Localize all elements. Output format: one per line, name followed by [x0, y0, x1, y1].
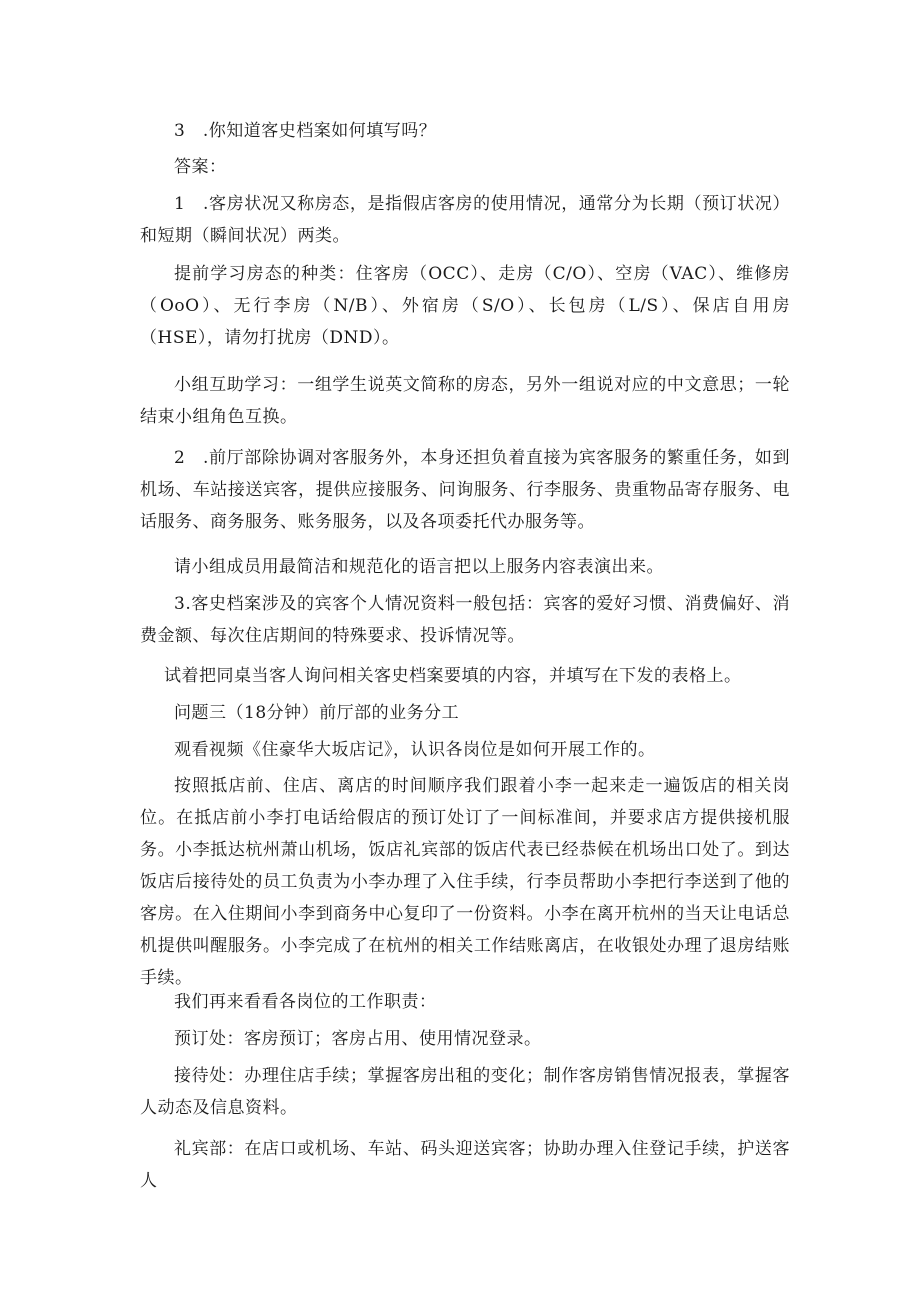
- paragraph-answer-2: 2 .前厅部除协调对客服务外，本身还担负着直接为宾客服务的繁重任务，如到机场、车站接送宾客，提供应接服务、问询服务、行李服务、贵重物品寄存服务、电话服务、商务服务、账务服务，以及各项委托代办服务等。: [140, 448, 790, 532]
- paragraph-room-status-types: 提前学习房态的种类：住客房（OCC）、走房（C/O）、空房（VAC）、维修房（OoO）、无行李房（N/B）、外宿房（S/O）、长包房（L/S）、保店自用房（HSE），请勿打扰房（DND）。: [140, 264, 790, 348]
- paragraph-watch-video: 观看视频《住豪华大坂店记》，认识各岗位是如何开展工作的。: [174, 740, 656, 760]
- paragraph-answer-1: 1 .客房状况又称房态，是指假店客房的使用情况，通常分为长期（预订状况）和短期（瞬间状况）两类。: [140, 194, 790, 246]
- paragraph-duties-intro: 我们再来看看各岗位的工作职责：: [174, 992, 437, 1012]
- paragraph-group-study: 小组互助学习：一组学生说英文简称的房态，另外一组说对应的中文意思；一轮结束小组角色互换。: [140, 375, 790, 427]
- paragraph-reservations: 预订处：客房预订；客房占用、使用情况登录。: [174, 1029, 542, 1049]
- paragraph-xiaoli-story: 按照抵店前、住店、离店的时间顺序我们跟着小李一起来走一遍饭店的相关岗位。在抵店前小李打电话给假店的预订处订了一间标准间，并要求店方提供接机服务。小李抵达杭州萧山机场，饭店礼宾部的饭店代表已经恭候在机场出口处了。到达饭店后接待处的员工负责为小李办理了入住手续，行李员帮助小李把行李送到了他的客房。在入住期间小李到商务中心复印了一份资料。小李在离开杭州的当天让电话总机提供叫醒服务。小李完成了在杭州的相关工作结账离店，在收银处办理了退房结账手续。: [140, 776, 790, 988]
- paragraph-answer-3: 3.客史档案涉及的宾客个人情况资料一般包括：宾客的爱好习惯、消费偏好、消费金额、每次住店期间的特殊要求、投诉情况等。: [140, 594, 790, 646]
- paragraph-reception: 接待处：办理住店手续；掌握客房出租的变化；制作客房销售情况报表，掌握客人动态及信息资料。: [140, 1066, 790, 1118]
- paragraph-question-3: 3 .你知道客史档案如何填写吗？: [174, 121, 437, 141]
- paragraph-desk-mate: 试着把同桌当客人询问相关客史档案要填的内容，并填写在下发的表格上。: [164, 666, 742, 686]
- paragraph-concierge: 礼宾部：在店口或机场、车站、码头迎送宾客；协助办理入住登记手续，护送客人: [140, 1139, 790, 1191]
- paragraph-group-perform: 请小组成员用最简洁和规范化的语言把以上服务内容表演出来。: [174, 557, 664, 577]
- paragraph-question-three-heading: 问题三（18分钟）前厅部的业务分工: [174, 703, 460, 723]
- paragraph-answer-label: 答案：: [174, 157, 227, 177]
